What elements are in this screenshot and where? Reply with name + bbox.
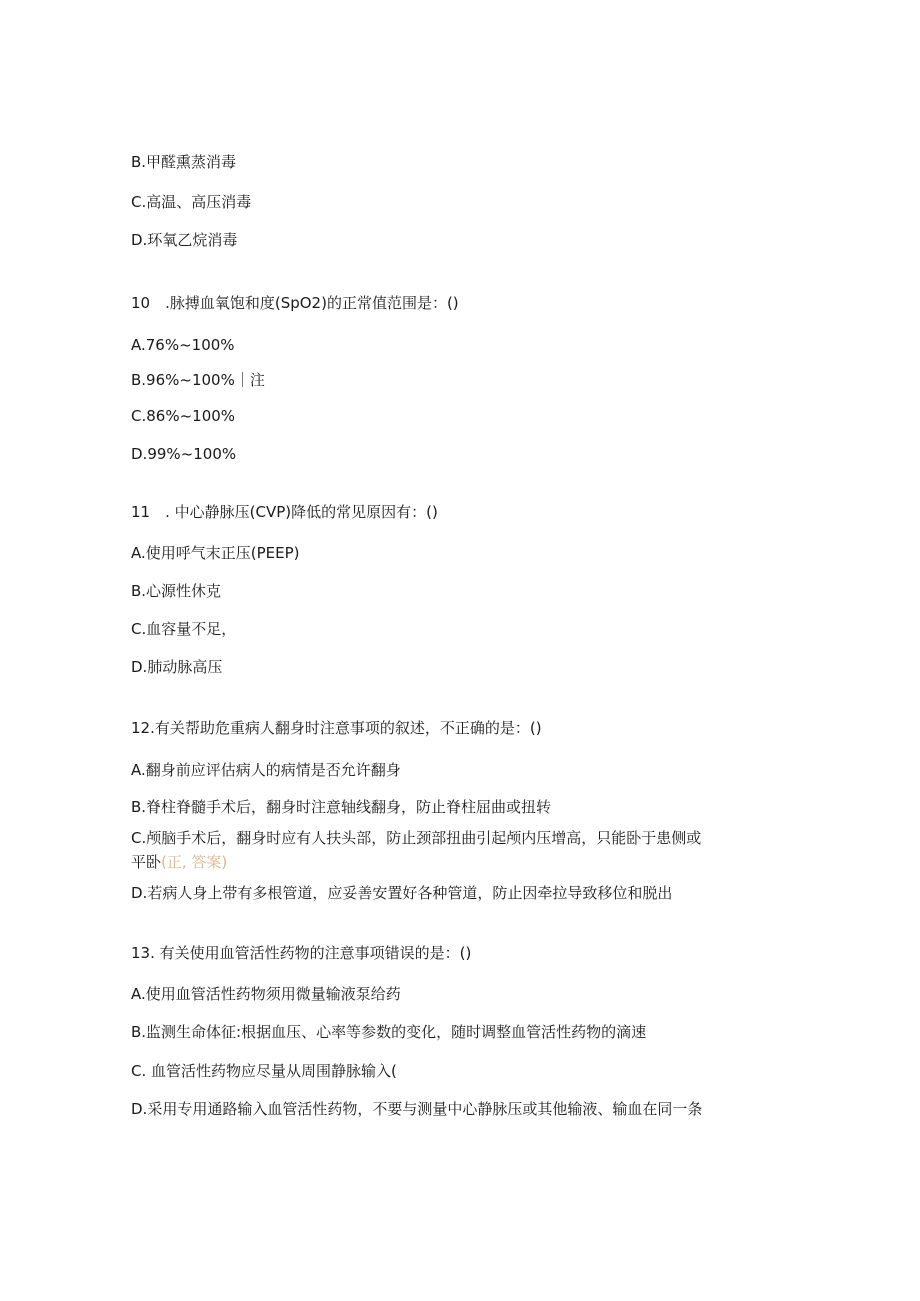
q11-question-stem: 11 . 中心静脉压(CVP)降低的常见原因有：() bbox=[131, 503, 438, 521]
q13-question-stem: 13. 有关使用血管活性药物的注意事项错误的是：() bbox=[131, 944, 472, 962]
q11-option-d: D.肺动脉高压 bbox=[131, 658, 223, 676]
q11-option-a: A.使用呼气末正压(PEEP) bbox=[131, 544, 300, 562]
q10-question-stem: 10 .脉搏血氧饱和度(SpO2)的正常值范围是：() bbox=[131, 294, 459, 312]
answer-note: (正, 答案) bbox=[161, 853, 228, 871]
q11-option-c: C.血容量不足， bbox=[131, 620, 237, 638]
q13-option-d: D.采用专用通路输入血管活性药物，不要与测量中心静脉压或其他输液、输血在同一条 bbox=[131, 1100, 703, 1118]
q12-option-b: B.脊柱脊髓手术后，翻身时注意轴线翻身，防止脊柱屈曲或扭转 bbox=[131, 798, 552, 816]
q12-option-c-line2 bbox=[131, 852, 227, 872]
q13-option-c: C. 血管活性药物应尽量从周围静脉输入( bbox=[131, 1062, 397, 1080]
q12-option-a: A.翻身前应评估病人的病情是否允许翻身 bbox=[131, 761, 401, 779]
q10-option-d: D.99%~100% bbox=[131, 445, 237, 463]
q11-option-b: B.心源性休克 bbox=[131, 582, 222, 600]
q9-option-b: B.甲醛熏蒸消毒 bbox=[131, 153, 237, 171]
q10-option-c: C.86%~100% bbox=[131, 407, 236, 425]
q13-option-b: B.监测生命体征:根据血压、心率等参数的变化，随时调整血管活性药物的滴速 bbox=[131, 1023, 647, 1041]
q12-option-c-line1: C.颅脑手术后，翻身时应有人扶头部，防止颈部扭曲引起颅内压增高，只能卧于患侧或 bbox=[131, 829, 702, 847]
q12-option-d: D.若病人身上带有多根管道，应妥善安置好各种管道，防止因牵拉导致移位和脱出 bbox=[131, 884, 673, 902]
q9-option-c: C.高温、高压消毒 bbox=[131, 193, 252, 211]
q13-option-a: A.使用血管活性药物须用微量输液泵给药 bbox=[131, 985, 401, 1003]
q12-option-c-text: 平卧 bbox=[131, 853, 162, 871]
q12-question-stem: 12.有关帮助危重病人翻身时注意事项的叙述，不正确的是：() bbox=[131, 719, 542, 737]
q10-option-a: A.76%~100% bbox=[131, 336, 235, 354]
q10-option-b: B.96%~100%｜注 bbox=[131, 371, 265, 389]
q9-option-d: D.环氧乙烷消毒 bbox=[131, 231, 238, 249]
